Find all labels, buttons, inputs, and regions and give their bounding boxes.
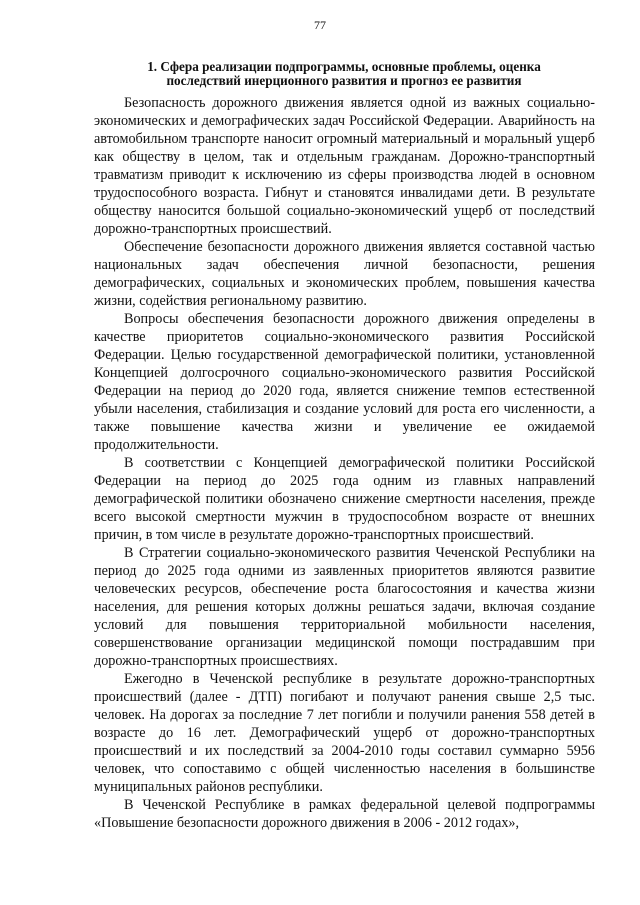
paragraph-5: В Стратегии социально-экономического развития Чеченской Республики на период до 2025 года одними из заявленных приоритетов являются развитие человеческих ресурсов, обеспечение роста благосостояния и качества жизни населения, для решения которых должны решаться задачи, включая создание условий для повышения территориальной мобильности населения, совершенствование организации медицинской помощи пострадавшим при дорожно-транспортных происшествиях. [94,545,595,669]
page-number: 77 [314,18,326,32]
paragraph-3: Вопросы обеспечения безопасности дорожного движения определены в качестве приоритетов социально-экономического развития Российской Федерации. Целью государственной демографической политики, установленной Концепцией долгосрочного социально-экономического развития Российской Федерации на период до 2020 года, является снижение темпов естественной убыли населения, стабилизация и создание условий для роста его численности, а также повышение качества жизни и увеличение ее ожидаемой продолжительности. [94,311,595,453]
paragraph-2: Обеспечение безопасности дорожного движения является составной частью национальных задач обеспечения личной безопасности, решения демографических, социальных и экономических проблем, повышения качества жизни, содействия региональному развитию. [94,239,595,309]
section-heading-line-2: последствий инерционного развития и прогноз ее развития [166,73,522,88]
paragraph-4: В соответствии с Концепцией демографической политики Российской Федерации на период до 2025 года одним из главных направлений демографической политики обозначено снижение смертности населения, прежде всего высокой смертности мужчин в трудоспособном возрасте от внешних причин, в том числе в результате дорожно-транспортных происшествий. [94,455,595,543]
section-heading-line-1: 1. Сфера реализации подпрограммы, основные проблемы, оценка [147,59,541,74]
body-text [94,94,595,832]
paragraph-7: В Чеченской Республике в рамках федеральной целевой подпрограммы «Повышение безопасности дорожного движения в 2006 - 2012 годах», [94,797,595,831]
paragraph-6: Ежегодно в Чеченской республике в результате дорожно-транспортных происшествий (далее - ДТП) погибают и получают ранения свыше 2,5 тыс. человек. На дорогах за последние 7 лет погибли и получили ранения 558 детей в возрасте до 16 лет. Демографический ущерб от дорожно-транспортных происшествий и их последствий за 2004-2010 годы составил суммарно 5956 человек, что сопоставимо с общей численностью населения в большинстве муниципальных районов республики. [94,671,595,795]
section-heading [94,60,594,88]
paragraph-1: Безопасность дорожного движения является одной из важных социально-экономических и демографических задач Российской Федерации. Аварийность на автомобильном транспорте наносит огромный материальный и моральный ущерб как обществу в целом, так и отдельным гражданам. Дорожно-транспортный травматизм приводит к исключению из сферы производства людей в основном трудоспособного возраста. Гибнут и становятся инвалидами дети. В результате обществу наносится большой социально-экономический ущерб от последствий дорожно-транспортных происшествий. [94,95,595,237]
